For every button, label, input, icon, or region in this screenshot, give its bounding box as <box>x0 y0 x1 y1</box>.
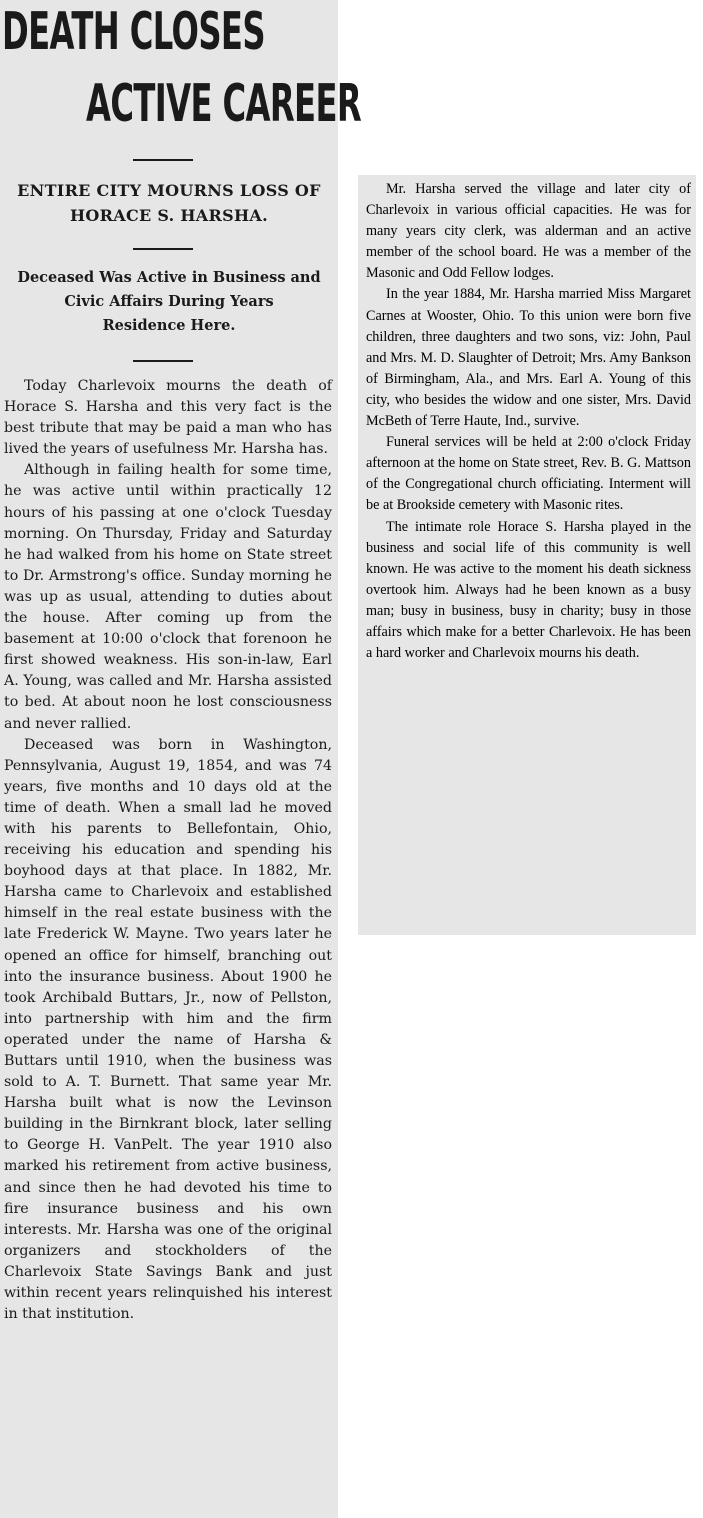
body-paragraph: Funeral services will be held at 2:00 o'clock Friday afternoon at the home on State street, Rev. B. G. Mattson of the Congregational church officiating. Interment will be at Brookside cemetery with Masonic rites. <box>366 434 691 514</box>
primary-deck-line: ENTIRE CITY MOURNS LOSS OF <box>17 181 321 200</box>
body-paragraph: Deceased was born in Washington, Pennsylvania, August 19, 1854, and was 74 years, five months and 10 days old at the time of death. When a small lad he moved with his parents to Bellefontain, Ohio, receiving his education and spending his boyhood days at that place. In 1882, Mr. Harsha came to Charlevoix and established himself in the real estate business with the late Frederick W. Mayne. Two years later he opened an office for himself, branching out into the insurance business. About 1900 he took Archibald Buttars, Jr., now of Pellston, into partnership with him and the firm operated under the name of Harsha & Buttars until 1910, when the business was sold to A. T. Burnett. That same year Mr. Harsha built what is now the Levinson building in the Birnkrant block, later selling to George H. VanPelt. The year 1910 also marked his retirement from active business, and since then he had devoted his time to fire insurance business and his own interests. Mr. Harsha was one of the original organizers and stockholders of the Charlevoix State Savings Bank and just within recent years relinquished his interest in that institution. <box>4 736 332 1323</box>
body-paragraph: Mr. Harsha served the village and later city of Charlevoix in various official capacities. He was for many years city clerk, was alderman and an active member of the school board. He was a member of the Masonic and Odd Fellow lodges. <box>366 181 691 282</box>
secondary-deck-line: Residence Here. <box>102 317 236 334</box>
body-paragraph: Today Charlevoix mourns the death of Horace S. Harsha and this very fact is the best tribute that may be paid a man who has lived the years of usefulness Mr. Harsha has. <box>4 378 332 458</box>
primary-deck-line: HORACE S. HARSHA. <box>70 206 268 225</box>
body-paragraph: The intimate role Horace S. Harsha played in the business and social life of this community is well known. He was active to the moment his death sickness overtook him. Always had he been known as a busy man; busy in business, busy in charity; busy in those affairs which make for a better Charlevoix. He has been a hard worker and Charlevoix mourns his death. <box>366 518 691 662</box>
body-divider <box>133 360 193 362</box>
headline-line-2: ACTIVE CAREER <box>86 74 362 134</box>
secondary-deck-line: Deceased Was Active in Business and <box>17 269 321 286</box>
body-paragraph: Although in failing health for some time, he was active until within practically 12 hours of his passing at one o'clock Tuesday morning. On Thursday, Friday and Saturday he had walked from his home on State street to Dr. Armstrong's office. Sunday morning he was up as usual, attending to duties about the house. After coming up from the basement at 10:00 o'clock that forenoon he first showed weakness. His son-in-law, Earl A. Young, was called and Mr. Harsha assisted to bed. At about noon he lost consciousness and never rallied. <box>4 462 332 732</box>
secondary-deck <box>0 266 338 338</box>
body-paragraph: In the year 1884, Mr. Harsha married Miss Margaret Carnes at Wooster, Ohio. To this union were born five children, three daughters and two sons, viz: John, Paul and Mrs. M. D. Slaughter of Detroit; Mrs. Amy Bankson of Birmingham, Ala., and Mrs. Earl A. Young of this city, who besides the widow and one sister, Mrs. David McBeth of Terre Haute, Ind., survive. <box>366 286 691 430</box>
article-body-right <box>366 179 691 664</box>
deck-divider <box>133 248 193 250</box>
article-body-left <box>4 376 332 1325</box>
headline-divider <box>133 159 193 161</box>
primary-deck <box>0 178 338 228</box>
headline-line-1: DEATH CLOSES <box>2 2 265 62</box>
secondary-deck-line: Civic Affairs During Years <box>64 293 274 310</box>
